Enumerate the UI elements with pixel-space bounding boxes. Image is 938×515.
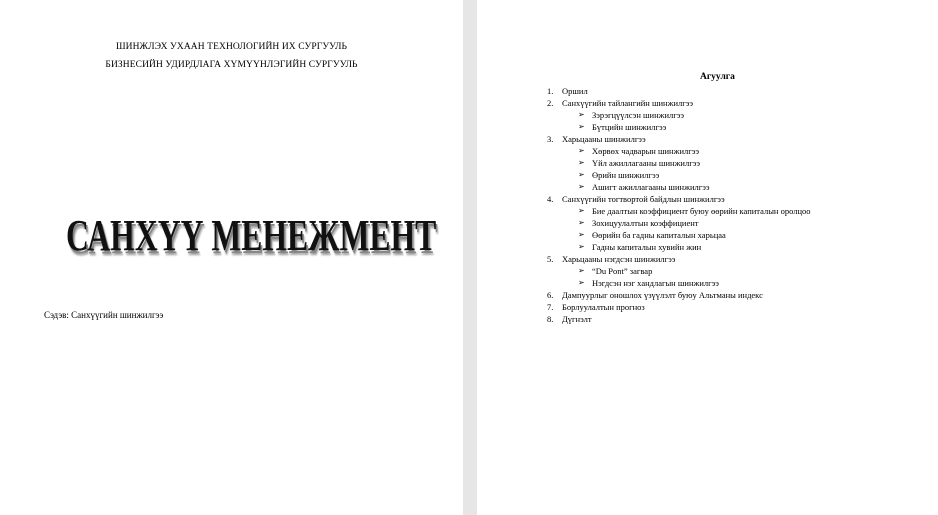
left-page — [0, 0, 463, 515]
toc-item-label: Санхүүгийн тогтвортой байдлын шинжилгээ — [562, 194, 725, 204]
toc-subitem-label: Бүтцийн шинжилгээ — [592, 122, 667, 132]
toc-item-number: 8. — [547, 314, 554, 324]
toc-item-number: 4. — [547, 194, 554, 204]
toc-subitem-label: “Du Pont” загвар — [592, 266, 653, 276]
page-gutter — [463, 0, 477, 515]
toc-item-label: Харьцааны нэгдсэн шинжилгээ — [562, 254, 676, 264]
arrow-bullet-icon: ➢ — [578, 206, 585, 215]
toc-subitem-label: Хөрвөх чадварын шинжилгээ — [592, 146, 700, 156]
toc-subitem-label: Бие даалтын коэффициент буюу өөрийн капиталын оролцоо — [592, 206, 811, 216]
arrow-bullet-icon: ➢ — [578, 158, 585, 167]
school-name: БИЗНЕСИЙН УДИРДЛАГА ХҮМҮҮНЛЭГИЙН СУРГУУЛЬ — [105, 60, 358, 70]
toc-item-number: 3. — [547, 134, 554, 144]
arrow-bullet-icon: ➢ — [578, 242, 585, 251]
toc-subitem-label: Үйл ажиллагааны шинжилгээ — [592, 158, 701, 168]
arrow-bullet-icon: ➢ — [578, 278, 585, 287]
document-title: САНХҮҮ МЕНЕЖМЕНТ — [66, 211, 437, 260]
arrow-bullet-icon: ➢ — [578, 110, 585, 119]
university-name: ШИНЖЛЭХ УХААН ТЕХНОЛОГИЙН ИХ СУРГУУЛЬ — [115, 42, 348, 52]
arrow-bullet-icon: ➢ — [578, 182, 585, 191]
toc-item-label: Оршил — [562, 86, 588, 96]
arrow-bullet-icon: ➢ — [578, 122, 585, 131]
toc-subitem-label: Өөрийн ба гадны капиталын харьцаа — [592, 230, 726, 240]
toc-subitem-label: Гадны капиталын хувийн жин — [592, 242, 702, 252]
toc-item-number: 5. — [547, 254, 554, 264]
toc-subitem-label: Нэгдсэн нэг хандлагын шинжилгээ — [592, 278, 719, 288]
toc-title: Агуулга — [700, 72, 735, 82]
toc-item-number: 6. — [547, 290, 554, 300]
arrow-bullet-icon: ➢ — [578, 230, 585, 239]
toc-item-number: 1. — [547, 86, 554, 96]
toc-item-number: 7. — [547, 302, 554, 312]
toc-item-label: Харьцааны шинжилгээ — [562, 134, 646, 144]
arrow-bullet-icon: ➢ — [578, 218, 585, 227]
toc-item-label: Санхүүгийн тайлангийн шинжилгээ — [562, 98, 694, 108]
toc-item-label: Дампуурлыг оношлох үзүүлэлт буюу Альтманы индекс — [562, 290, 763, 300]
topic-line: Сэдэв: Санхүүгийн шинжилгээ — [44, 310, 164, 320]
arrow-bullet-icon: ➢ — [578, 266, 585, 275]
toc-subitem-label: Зэрэгцүүлсэн шинжилгээ — [592, 110, 685, 120]
toc-subitem-label: Өрийн шинжилгээ — [592, 170, 660, 180]
toc-subitem-label: Зохицуулалтын коэффициент — [592, 218, 699, 228]
toc-item-label: Борлуулалтын прогноз — [562, 302, 645, 312]
toc-item-number: 2. — [547, 98, 554, 108]
toc-item-label: Дүгнэлт — [562, 314, 592, 324]
toc-subitem-label: Ашигт ажиллагааны шинжилгээ — [592, 182, 710, 192]
arrow-bullet-icon: ➢ — [578, 170, 585, 179]
arrow-bullet-icon: ➢ — [578, 146, 585, 155]
